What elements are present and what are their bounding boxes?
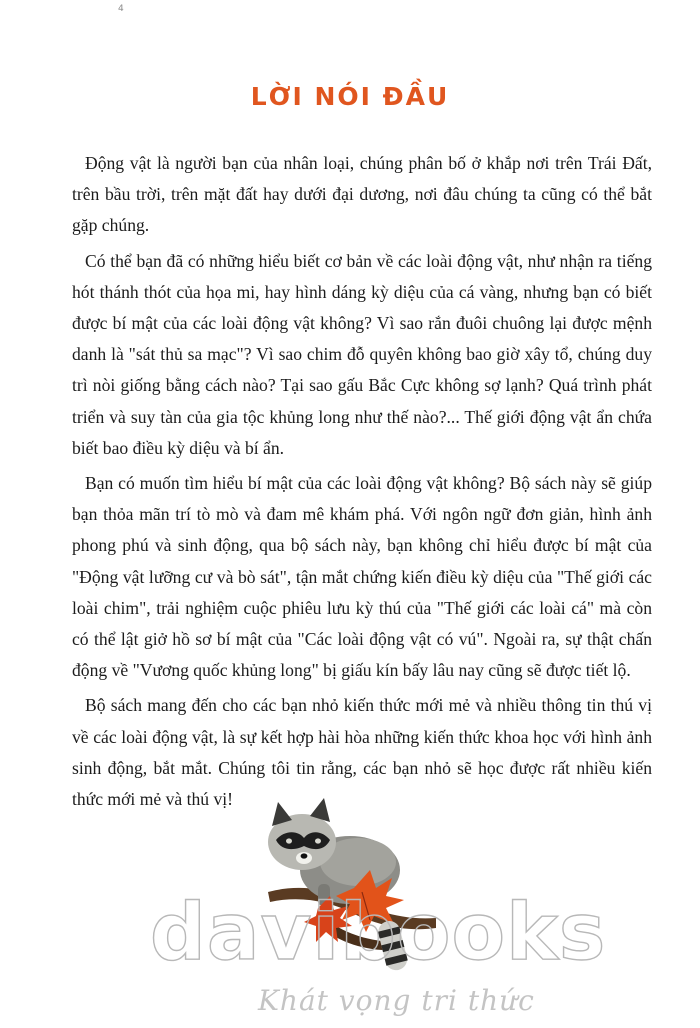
paragraph-1: Động vật là người bạn của nhân loại, chúng phân bố ở khắp nơi trên Trái Đất, trên bầu trời, trên mặt đất hay dưới đại dương, nơi đâu chúng ta cũng có thể bắt gặp chúng.	[72, 153, 652, 236]
page-title: LỜI NÓI ĐẦU	[250, 82, 450, 111]
publisher-watermark: davibooks	[150, 888, 607, 978]
page-corner-mark: 4	[118, 4, 124, 14]
paragraph-2: Có thể bạn đã có những hiểu biết cơ bản về các loài động vật, như nhận ra tiếng hót thánh thót của họa mi, hay hình dáng kỳ diệu của cá vàng, nhưng bạn có biết được bí mật của các loài động vật không? Vì sao rắn đuôi chuông lại được mệnh danh là "sát thủ sa mạc"? Vì sao chim đỗ quyên không bao giờ xây tổ, chúng duy trì nòi giống bằng cách nào? Tại sao gấu Bắc Cực không sợ lạnh? Quá trình phát triển và suy tàn của gia tộc khủng long như thế nào?... Thế giới động vật ẩn chứa biết bao điều kỳ diệu và bí ẩn.	[72, 250, 652, 458]
paragraph-3: Bạn có muốn tìm hiểu bí mật của các loài động vật không? Bộ sách này sẽ giúp bạn thỏa mãn trí tò mò và đam mê khám phá. Với ngôn ngữ đơn giản, hình ảnh phong phú và sinh động, qua bộ sách này, bạn không chỉ hiểu được bí mật của "Động vật lưỡng cư và bò sát", tận mắt chứng kiến điều kỳ diệu của "Thế giới các loài chim", trải nghiệm cuộc phiêu lưu kỳ thú của "Thế giới các loài cá" mà còn có thể lật giở hồ sơ bí mật của "Các loài động vật có vú". Ngoài ra, sự thật chấn động về "Vương quốc khủng long" bị giấu kín bấy lâu nay cũng sẽ được tiết lộ.	[72, 473, 652, 681]
foreword-body	[72, 148, 652, 819]
publisher-slogan: Khát vọng tri thức	[258, 984, 535, 1017]
paragraph-4: Bộ sách mang đến cho các bạn nhỏ kiến thức mới mẻ và nhiều thông tin thú vị về các loài động vật, là sự kết hợp hài hòa những kiến thức khoa học với hình ảnh sinh động, bắt mắt. Chúng tôi tin rằng, các bạn nhỏ sẽ học được rất nhiều kiến thức mới mẻ và thú vị!	[72, 695, 652, 810]
